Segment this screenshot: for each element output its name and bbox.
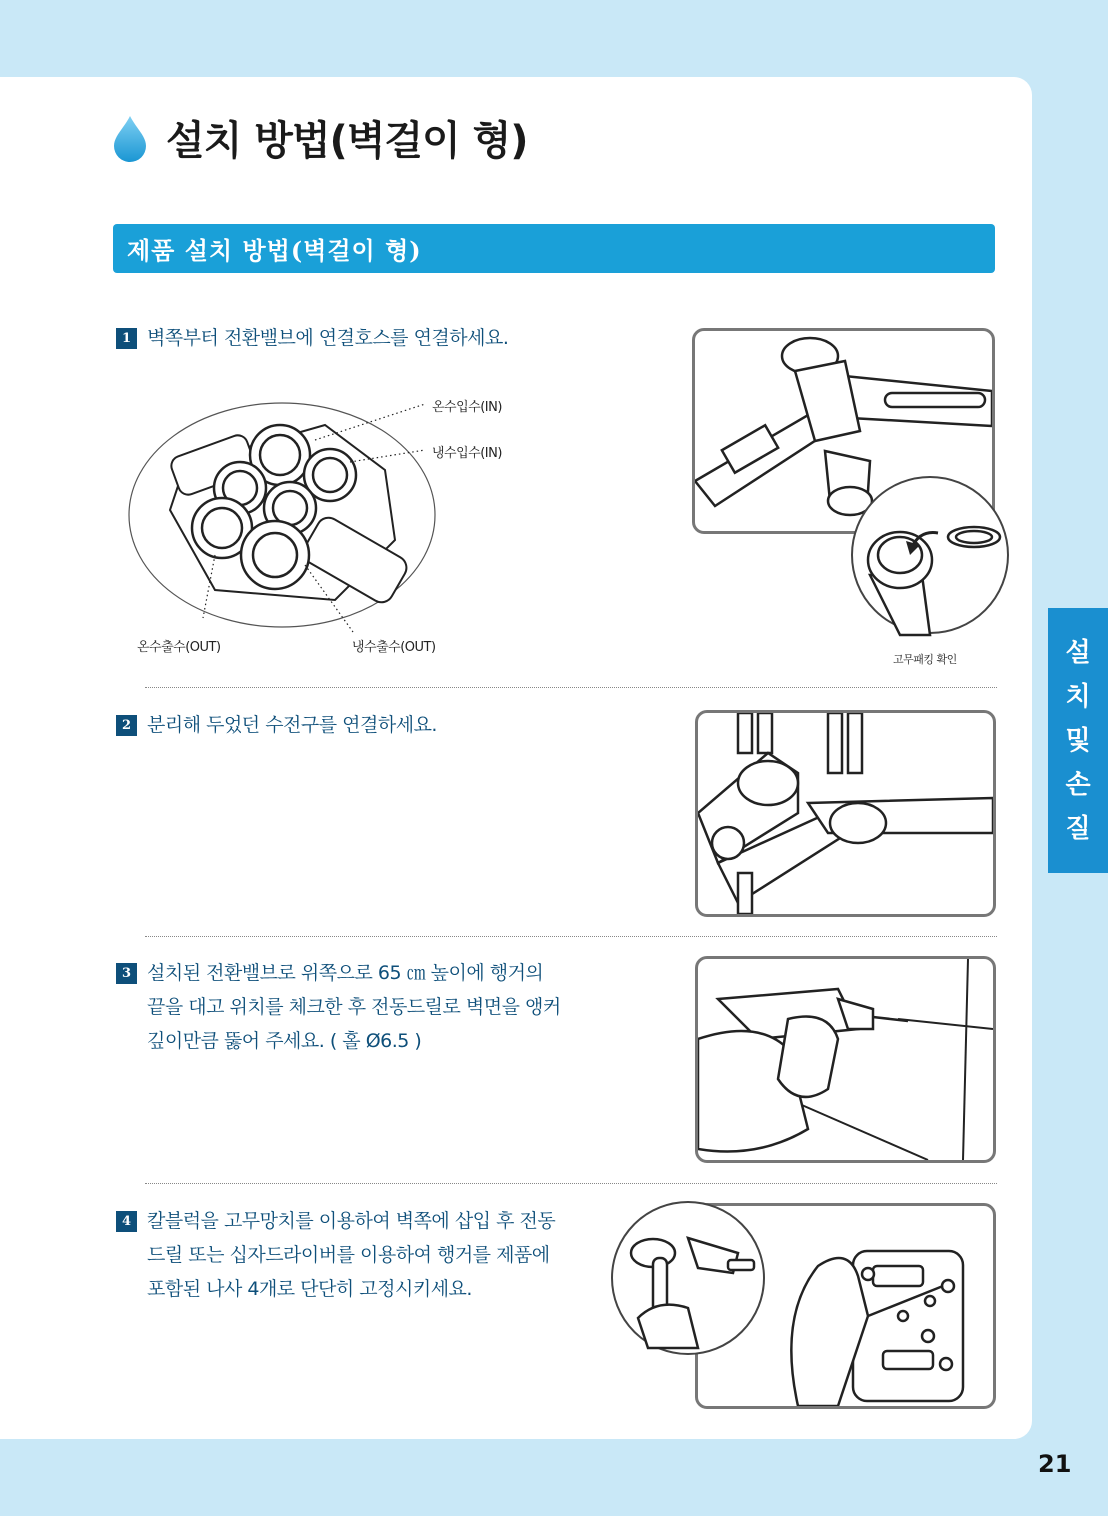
- label-hot-in: 온수입수(IN): [432, 400, 502, 415]
- section-bar: [113, 224, 995, 273]
- step-number: 2: [116, 715, 137, 736]
- step-number: 1: [116, 328, 137, 349]
- label-cold-in: 냉수입수(IN): [432, 446, 502, 461]
- step-4: [116, 1208, 555, 1306]
- step-3-illustration: [695, 956, 996, 1163]
- page-title: [110, 112, 528, 162]
- step-3: [116, 960, 561, 1058]
- water-drop-icon: [110, 112, 150, 162]
- hammer-anchor-detail: [608, 1198, 768, 1358]
- diverter-valve-diagram: [125, 390, 455, 650]
- divider: [145, 687, 997, 688]
- drill-wall-drawing: [698, 959, 993, 1160]
- step-text: 설치된 전환밸브로 위쪽으로 65 ㎝ 높이에 행거의 끝을 대고 위치를 체크한 후 전동드릴로 벽면을 앵커 깊이만큼 뚫어 주세요. ( 홀 Ø6.5 ): [147, 962, 561, 1052]
- side-tab-char: 손: [1065, 769, 1091, 800]
- divider: [145, 1183, 997, 1184]
- step-1: [116, 325, 508, 355]
- step-number: 3: [116, 963, 137, 984]
- rubber-packing-detail: [850, 475, 1015, 640]
- divider: [145, 936, 997, 937]
- step-text: 칼블럭을 고무망치를 이용하여 벽쪽에 삽입 후 전동 드릴 또는 십자드라이버를 이용하여 행거를 제품에 포함된 나사 4개로 단단히 고정시키세요.: [147, 1210, 556, 1300]
- rubber-packing-caption: 고무패킹 확인: [893, 653, 957, 666]
- label-cold-out: 냉수출수(OUT): [352, 640, 436, 655]
- page-title-text: 설치 방법(벽걸이 형): [166, 117, 528, 164]
- step-number: 4: [116, 1211, 137, 1232]
- step-2-illustration: [695, 710, 996, 917]
- step-text: 벽쪽부터 전환밸브에 연결호스를 연결하세요.: [147, 327, 509, 349]
- step-2: [116, 712, 437, 742]
- section-bar-title: 제품 설치 방법(벽걸이 형): [127, 236, 422, 265]
- side-tab-char: 설: [1065, 637, 1091, 668]
- step-text: 분리해 두었던 수전구를 연결하세요.: [147, 714, 437, 736]
- side-tab-char: 및: [1065, 725, 1091, 756]
- label-hot-out: 온수출수(OUT): [137, 640, 221, 655]
- chapter-side-tab: [1048, 608, 1108, 873]
- side-tab-char: 질: [1065, 813, 1091, 844]
- side-tab-char: 치: [1065, 681, 1091, 712]
- faucet-wrench-drawing: [698, 713, 993, 914]
- page-number: 21: [1038, 1450, 1072, 1478]
